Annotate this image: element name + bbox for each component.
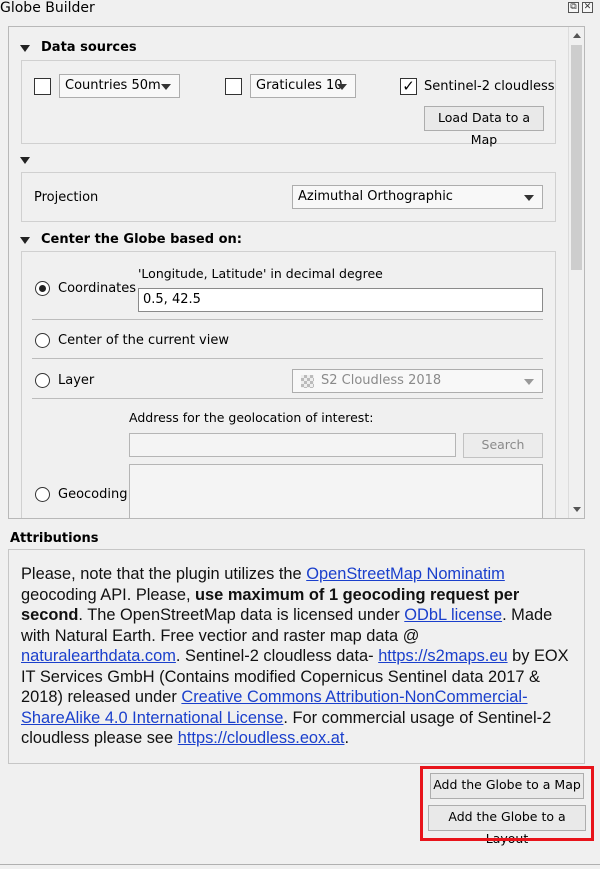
geocoding-input[interactable]: [129, 433, 456, 457]
geocoding-results-list[interactable]: [129, 464, 543, 519]
search-button[interactable]: Search: [463, 433, 543, 458]
cloudless-eox-link[interactable]: https://cloudless.eox.at: [177, 729, 345, 747]
collapse-data-sources-icon[interactable]: [20, 45, 30, 52]
chevron-down-icon: [161, 84, 171, 90]
attribution-text: . The OpenStreetMap data is licensed under: [78, 606, 405, 624]
coordinates-hint: 'Longitude, Latitude' in decimal degree: [138, 266, 383, 281]
graticules-combo-value: Graticules 10: [256, 78, 343, 93]
scrollbar-thumb[interactable]: [571, 45, 582, 270]
layer-combo[interactable]: [292, 369, 543, 393]
collapse-center-icon[interactable]: [20, 237, 30, 244]
attribution-text: . Sentinel-2 cloudless data-: [175, 647, 379, 665]
countries-combo-value: Countries 50m: [65, 78, 161, 93]
sentinel-label: Sentinel-2 cloudless: [424, 79, 555, 94]
settings-scroll-area: [8, 26, 585, 519]
vertical-scrollbar[interactable]: [568, 27, 584, 518]
geocoding-radio[interactable]: [35, 487, 50, 502]
chevron-down-icon: [337, 84, 347, 90]
raster-layer-icon: [301, 375, 314, 388]
projection-combo[interactable]: [292, 185, 543, 209]
load-data-button[interactable]: Load Data to a Map: [424, 106, 544, 131]
attribution-text: . For commercial usage of Sentinel-2 cloudless please see: [21, 708, 552, 747]
odbl-license-link[interactable]: ODbL license: [404, 606, 503, 624]
data-sources-header[interactable]: Data sources: [41, 40, 137, 55]
scroll-up-icon[interactable]: [573, 33, 581, 38]
attribution-text: Please, note that the plugin utilizes the: [21, 565, 307, 583]
layer-label: Layer: [58, 373, 95, 388]
projection-combo-value: Azimuthal Orthographic: [298, 189, 453, 204]
center-globe-header[interactable]: Center the Globe based on:: [41, 232, 242, 247]
center-group: [21, 251, 556, 519]
attribution-text: by EOX IT Services GmbH (Contains modified Copernicus Sentinel data 2017 & 2018) released under: [21, 647, 569, 706]
divider: [0, 864, 600, 865]
layer-radio[interactable]: [35, 373, 50, 388]
s2maps-link[interactable]: https://s2maps.eu: [378, 647, 508, 665]
separator: [32, 319, 543, 320]
add-globe-to-layout-button[interactable]: Add the Globe to a Layout: [428, 805, 586, 831]
current-view-radio[interactable]: [35, 333, 50, 348]
current-view-label: Center of the current view: [58, 333, 229, 348]
scroll-down-icon[interactable]: [573, 507, 581, 512]
add-globe-to-map-button[interactable]: Add the Globe to a Map: [430, 773, 584, 799]
attribution-text: geocoding API. Please,: [21, 585, 196, 604]
natural-earth-link[interactable]: naturalearthdata.com: [21, 647, 176, 665]
window-title: Globe Builder: [0, 0, 95, 16]
coordinates-radio[interactable]: [35, 281, 50, 296]
checkmark-icon: ✓: [402, 77, 415, 95]
highlight-box: [420, 766, 594, 841]
geocoding-limit-note: use maximum of 1 geocoding request per second: [21, 585, 520, 624]
close-icon[interactable]: ✕: [583, 2, 592, 12]
geocoding-label: Geocoding: [58, 487, 128, 502]
attribution-text: .: [344, 729, 350, 747]
cc-license-link[interactable]: Creative Commons Attribution-NonCommercial-ShareAlike 4.0 International License: [21, 688, 528, 727]
geocoding-hint: Address for the geolocation of interest:: [129, 410, 374, 425]
coordinates-input[interactable]: 0.5, 42.5: [138, 288, 543, 312]
data-sources-group: [21, 60, 556, 147]
coordinates-label: Coordinates: [58, 281, 137, 296]
attributions-text: [8, 549, 585, 764]
graticules-checkbox[interactable]: [225, 78, 242, 95]
separator: [32, 398, 543, 399]
attribution-text: . Made with Natural Earth. Free vectior and raster map data @: [21, 606, 553, 645]
attributions-label: Attributions: [10, 531, 99, 546]
projection-label: Projection: [34, 190, 99, 205]
countries-combo[interactable]: [59, 74, 180, 98]
countries-checkbox[interactable]: [34, 78, 51, 95]
graticules-combo[interactable]: [250, 74, 356, 98]
projection-group: [21, 172, 556, 222]
layer-combo-value: S2 Cloudless 2018: [321, 373, 442, 388]
float-icon[interactable]: ⧉: [568, 2, 579, 13]
osm-nominatim-link[interactable]: OpenStreetMap Nominatim: [306, 565, 505, 583]
collapse-projection-icon[interactable]: [20, 157, 30, 164]
sentinel-checkbox[interactable]: [400, 78, 417, 95]
chevron-down-icon: [524, 195, 534, 201]
chevron-down-icon: [524, 379, 534, 385]
separator: [32, 358, 543, 359]
